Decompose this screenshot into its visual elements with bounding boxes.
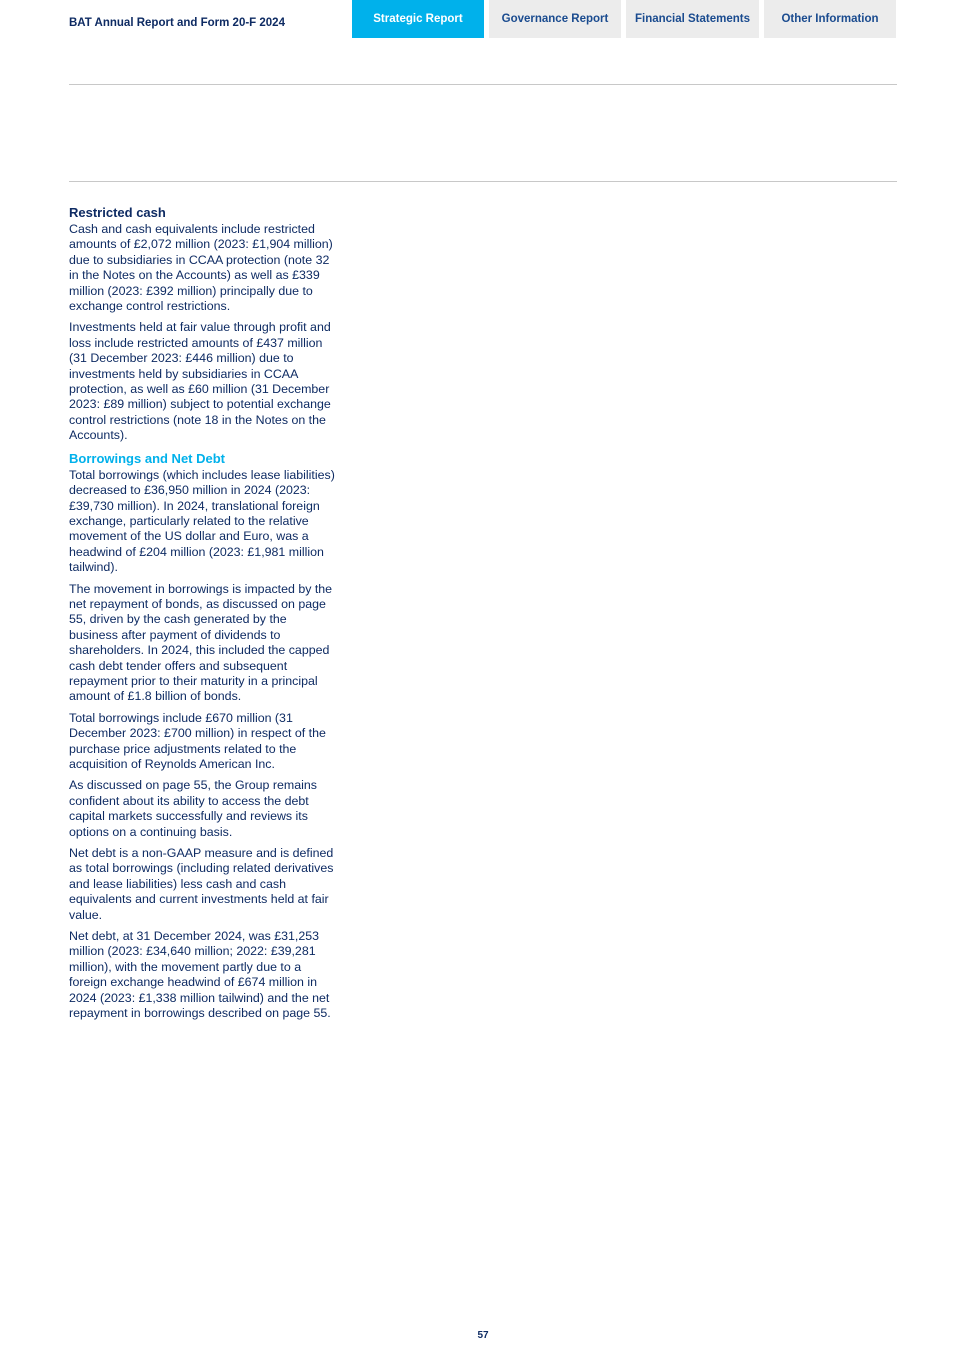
borrowings-paragraph-4: As discussed on page 55, the Group remains confident about its ability to access the debt capital markets successfully and reviews its options on a continuing basis. — [69, 778, 317, 839]
borrowings-paragraph-5: Net debt is a non-GAAP measure and is defined as total borrowings (including related derivatives and lease liabilities) less cash and cash equivalents and current investments held at fair value. — [69, 846, 334, 922]
tab-governance-report[interactable]: Governance Report — [489, 0, 621, 38]
text-column — [69, 204, 339, 1028]
page-number: 57 — [477, 1330, 489, 1341]
tab-strategic-report[interactable]: Strategic Report — [352, 0, 484, 38]
borrowings-paragraph-3: Total borrowings include £670 million (31 December 2023: £700 million) in respect of the purchase price adjustments related to the acquisition of Reynolds American Inc. — [69, 710, 326, 771]
document-title: BAT Annual Report and Form 20-F 2024 — [69, 17, 285, 29]
top-divider — [69, 84, 897, 85]
borrowings-paragraph-6: Net debt, at 31 December 2024, was £31,253 million (2023: £34,640 million; 2022: £39,281 million), with the movement partly due to a foreign exchange headwind of £674 million in 2024 (2023: £1,338 million tailwind) and the net repayment in borrowings described on page 55. — [69, 929, 331, 1021]
borrowings-heading: Borrowings and Net Debt — [69, 450, 226, 466]
tab-financial-statements[interactable]: Financial Statements — [626, 0, 759, 38]
restricted-cash-heading: Restricted cash — [69, 205, 166, 220]
restricted-cash-paragraph-1: Cash and cash equivalents include restricted amounts of £2,072 million (2023: £1,904 million) due to subsidiaries in CCAA protection (note 32 in the Notes on the Accounts) as well as £339 million (2023: £392 million) principally due to exchange control restrictions. — [69, 222, 333, 314]
section-divider — [69, 181, 897, 182]
restricted-cash-paragraph-2: Investments held at fair value through profit and loss include restricted amounts of £437 million (31 December 2023: £446 million) due to investments held by subsidiaries in CCAA protection, as well as £60 million (31 December 2023: £89 million) subject to potential exchange control restrictions (note 18 in the Notes on the Accounts). — [69, 320, 331, 443]
tab-other-information[interactable]: Other Information — [764, 0, 896, 38]
borrowings-paragraph-1: Total borrowings (which includes lease liabilities) decreased to £36,950 million in 2024 (2023: £39,730 million). In 2024, translational foreign exchange, particularly related to the relative movement of the US dollar and Euro, was a headwind of £204 million (2023: £1,981 million tailwind). — [69, 467, 335, 575]
borrowings-paragraph-2: The movement in borrowings is impacted by the net repayment of bonds, as discussed on page 55, driven by the cash generated by the business after payment of dividends to shareholders. In 2024, this included the capped cash debt tender offers and subsequent repayment prior to their maturity in a principal amount of £1.8 billion of bonds. — [69, 581, 333, 704]
